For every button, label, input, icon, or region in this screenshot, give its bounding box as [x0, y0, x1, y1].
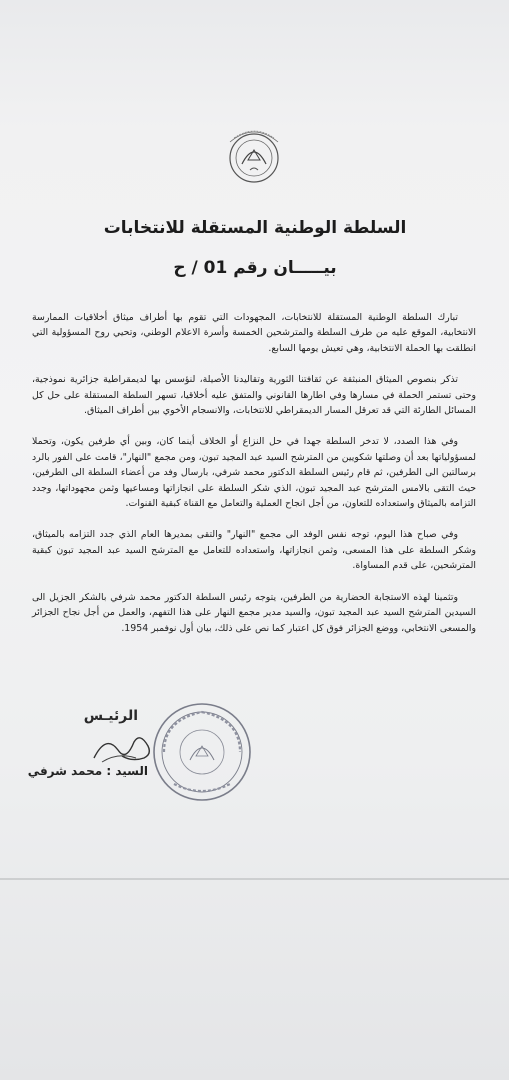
- statement-body: [32, 310, 476, 652]
- paragraph: وفي هذا الصدد، لا تدخر السلطة جهدا في حل النزاع أو الخلاف أينما كان، وبين أي طرفين يكون، وتحملا لمسؤولياتها بعد أن وصلتها شكويين من المترشح السيد عبد المجيد تبون، ومن مجمع "النهار"، قامت على الفور بالرد برسالتين الى الطرفين، ثم قام رئيس السلطة الدكتور محمد شرفي، بارسال وفد من أعضاء السلطة الى الطرفين، حيث التقى بالامس المترشح عبد المجيد تبون، الذي شكر السلطة على انجازاتها ومساعيها وثمن مجهوداتها، وجدد التزامه بالميثاق واستعداده للتعاون، من أجل انجاح العملية والتعامل مع القناة كبقية القنوات.: [32, 436, 476, 510]
- algeria-coat-of-arms-icon: [212, 120, 296, 190]
- paragraph: تبارك السلطة الوطنية المستقلة للانتخابات، المجهودات التي تقوم بها أطراف ميثاق أخلاقيات الممارسة الانتخابية، الموقع عليه من طرف السلطة والمترشحين الخمسة وأسرة الاعلام الوطني، وتحيي روح المسؤولية التي انطلقت بها الحملة الانتخابية، وهي تعيش يومها السابع.: [32, 312, 476, 354]
- handwritten-signature: [88, 728, 158, 768]
- document-title: السلطة الوطنية المستقلة للانتخابات: [103, 218, 407, 238]
- paper-fold-line: [0, 878, 509, 880]
- paragraph: تذكر بنصوص الميثاق المنبثقة عن ثقافتنا الثورية وتقاليدنا الأصيلة، لنؤسس بها لديمقراطية جزائرية نموذجية، وحتى تستمر الحملة في مسارها وفي اطارها القانوني والمتفق عليه أخلاقيا، تسهر السلطة المستقلة على حل كل المسائل الطارئة التي قد تعرقل المسار الديمقراطي للانتخابات، والانسجام الأخوي بين أطراف الميثاق.: [32, 374, 476, 417]
- paragraph: وفي صباح هذا اليوم، توجه نفس الوفد الى مجمع "النهار" والتقى بمديرها العام الذي جدد التزامه بالميثاق، وشكر السلطة على هذا المسعى، وثمن انجازاتها، واستعداده للتعامل مع المترشح السيد عبد المجيد تبون كبقية المترشحين، على قدم المساواة.: [32, 529, 476, 572]
- paragraph: وتثمينا لهذه الاستجابة الحضارية من الطرفين، يتوجه رئيس السلطة الدكتور محمد شرفي بالشكر الجزيل الى السيدين المترشح السيد عبد المجيد تبون، والسيد مدير مجمع النهار على هذا التفهم، والعمل من أجل نجاح الجزائر والمسعى الانتخابي، ووضع الجزائر فوق كل اعتبار كما نص على ذلك، بيان أول نوفمبر 1954.: [32, 591, 476, 634]
- signatory-name: السيد : محمد شرفي: [27, 764, 148, 778]
- signatory-title: الرئيـس: [83, 708, 138, 724]
- statement-number: بيـــــان رقم 01 / ح: [173, 258, 337, 278]
- official-stamp-icon: [150, 700, 254, 804]
